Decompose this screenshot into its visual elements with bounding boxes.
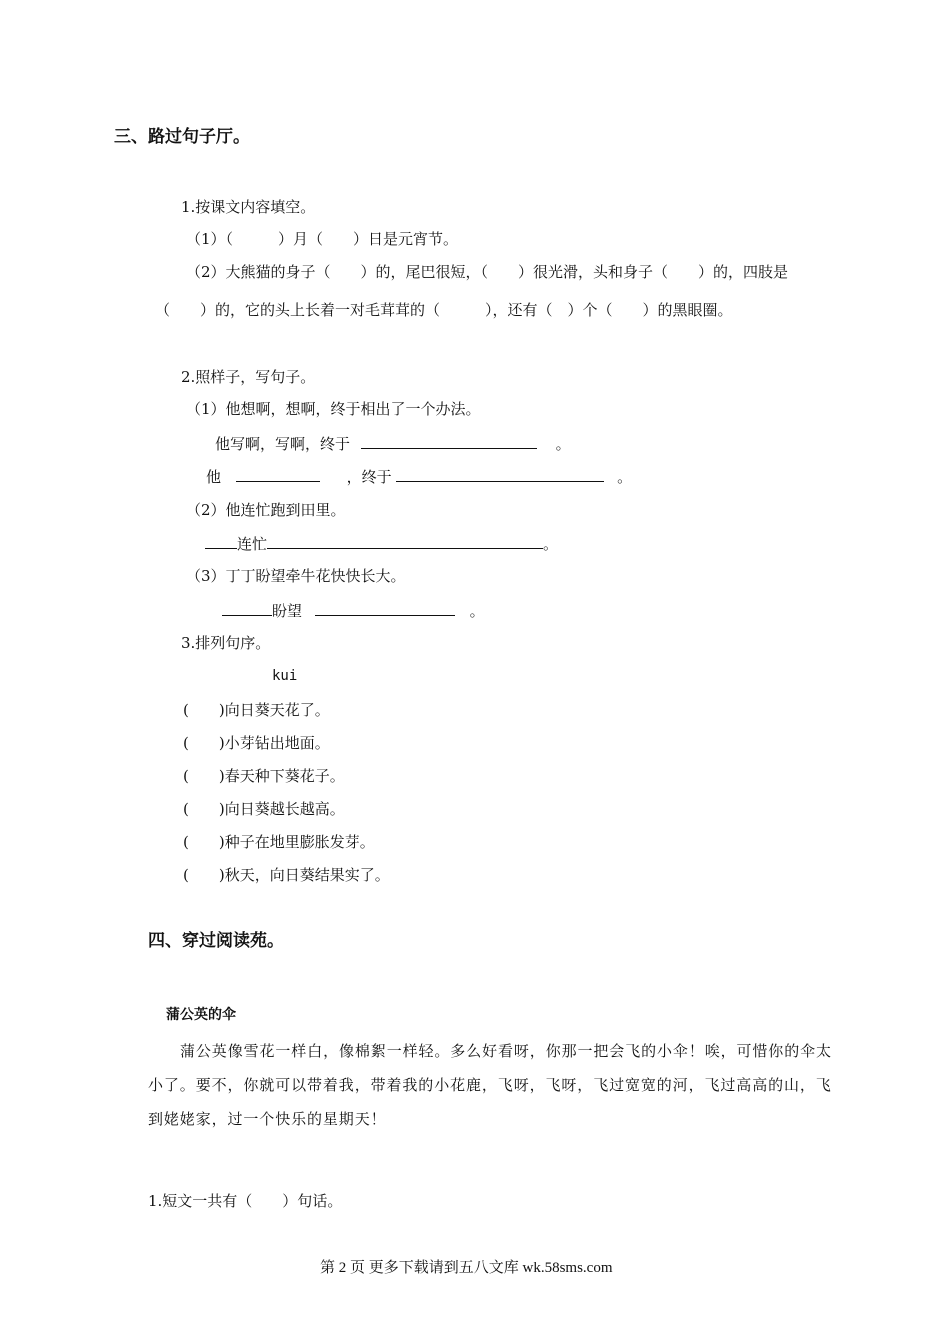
example-1-b-middle: ，终于 xyxy=(346,468,392,486)
answer-blank[interactable] xyxy=(315,600,455,616)
question-1-item-2-line-1: （2）大熊猫的身子（ ）的，尾巴很短，（ ）很光滑，头和身子（ ）的，四肢是 xyxy=(186,263,789,281)
order-item-6: ( )秋天，向日葵结果实了。 xyxy=(183,866,390,884)
order-item-2: ( )小芽钻出地面。 xyxy=(183,734,330,752)
pinyin-annotation: kui xyxy=(272,668,298,684)
order-item-3: ( )春天种下葵花子。 xyxy=(183,767,345,785)
reading-question-1: 1.短文一共有（ ）句话。 xyxy=(148,1192,343,1210)
question-1-item-2-line-2: （ ）的，它的头上长着一对毛茸茸的（ ），还有（ ）个（ ）的黑眼圈。 xyxy=(155,301,733,319)
question-3-title: 3.排列句序。 xyxy=(181,634,271,652)
answer-blank[interactable] xyxy=(205,533,237,549)
example-1-b-suffix: 。 xyxy=(617,468,633,486)
example-2-answer-line xyxy=(205,533,558,554)
example-1-sentence: （1）他想啊，想啊，终于相出了一个办法。 xyxy=(186,400,481,418)
example-1-a-prefix: 他写啊，写啊，终于 xyxy=(215,435,351,453)
question-2-title: 2.照样子，写句子。 xyxy=(181,368,316,386)
order-item-1: ( )向日葵天花了。 xyxy=(183,701,330,719)
page-footer: 第 2 页 更多下载请到五八文库 wk.58sms.com xyxy=(320,1260,613,1276)
question-1-item-1: （1）（ ）月（ ）日是元宵节。 xyxy=(186,230,459,248)
answer-blank[interactable] xyxy=(236,466,320,482)
example-3-answer-line xyxy=(222,600,485,621)
answer-blank[interactable] xyxy=(222,600,272,616)
example-2-suffix: 。 xyxy=(543,535,559,553)
order-item-5: ( )种子在地里膨胀发芽。 xyxy=(183,833,375,851)
question-1-title: 1.按课文内容填空。 xyxy=(181,198,316,216)
example-1-answer-line-a xyxy=(215,433,571,454)
example-1-b-prefix: 他 xyxy=(206,468,222,486)
example-3-suffix: 。 xyxy=(469,602,485,620)
example-3-word: 盼望 xyxy=(272,602,303,620)
example-2-sentence: （2）他连忙跑到田里。 xyxy=(186,501,346,519)
section-4-heading: 四、穿过阅读苑。 xyxy=(148,931,284,951)
example-1-answer-line-b xyxy=(206,466,632,487)
passage-text: 蒲公英像雪花一样白，像棉絮一样轻。多么好看呀，你那一把会飞的小伞！唉，可惜你的伞太小了。要不，你就可以带着我，带着我的小花鹿，飞呀，飞呀，飞过宽宽的河，飞过高高的山，飞到姥姥家，过一个快乐的星期天！ xyxy=(148,1042,832,1128)
passage-title: 蒲公英的伞 xyxy=(166,1007,236,1023)
answer-blank[interactable] xyxy=(361,433,537,449)
example-3-sentence: （3）丁丁盼望牵牛花快快长大。 xyxy=(186,567,406,585)
section-3-heading: 三、路过句子厅。 xyxy=(114,127,250,147)
order-item-4: ( )向日葵越长越高。 xyxy=(183,800,345,818)
answer-blank[interactable] xyxy=(396,466,604,482)
example-2-word: 连忙 xyxy=(237,535,268,553)
example-1-a-suffix: 。 xyxy=(555,435,571,453)
answer-blank[interactable] xyxy=(267,533,543,549)
